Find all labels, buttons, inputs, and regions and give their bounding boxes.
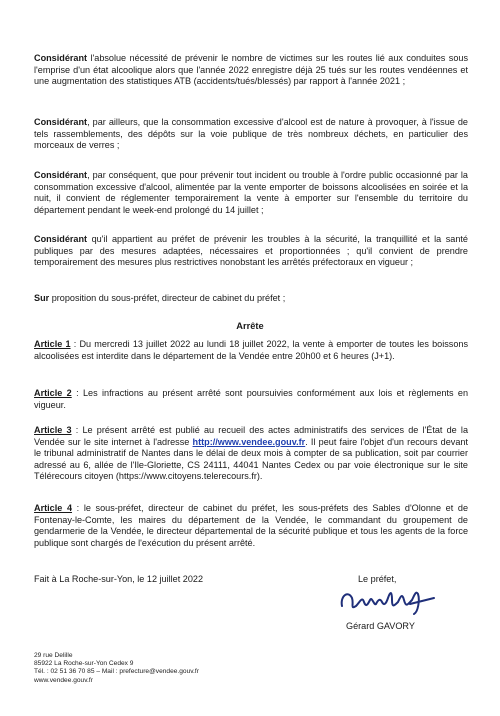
footer-address [34,652,199,685]
website-link[interactable]: http://www.vendee.gouv.fr [192,436,306,447]
considerant-1 [34,53,468,88]
considerant-4 [34,234,468,269]
article-1 [34,339,468,362]
article-text: : Les infractions au présent arrêté sont poursuivies conformément aux lois et règlements en vigueur. [34,388,468,410]
signatory-name: Gérard GAVORY [346,621,415,631]
article-label: Article 2 [34,388,72,398]
considerant-label: Considérant [34,234,88,244]
article-text-after: . Il peut faire l'objet d'un recours devant le tribunal administratif de Nantes dans le délai de deux mois à compter de sa publication, soit par courrier adressé au 6, allée de l'Ile-Gloriette, CS 24111, 44041 Nantes Cedex ou par voie électronique sur le site Télérecours citoyen (https://www.citoyens.telerecours.fr). [34,436,468,482]
proposition-label: Sur [34,293,50,303]
considerant-label: Considérant [34,53,88,63]
considerant-3 [34,170,468,216]
place-date: Fait à La Roche-sur-Yon, le 12 juillet 2022 [34,574,204,584]
arrete-heading: Arrête [236,321,264,331]
article-text: : Du mercredi 13 juillet 2022 au lundi 18 juillet 2022, la vente à emporter de toutes les boissons alcoolisées est interdite dans le département de la Vendée entre 20h00 et 6 heures (J+1). [34,339,468,361]
website-line[interactable]: www.vendee.gouv.fr [34,676,93,684]
considerant-text: qu'il appartient au préfet de prévenir les troubles à la sécurité, la tranquillité et la santé publiques par des mesures adaptées, nécessaires et proportionnées ; qu'il convient de prendre temporairement des mesures plus restrictives nonobstant les arrêtés préfectoraux en vigueur ; [34,234,468,268]
address-line-2: 85922 La Roche-sur-Yon Cedex 9 [34,660,134,668]
article-label: Article 4 [34,503,73,513]
article-label: Article 1 [34,339,71,349]
considerant-text: , par ailleurs, que la consommation excessive d'alcool est de nature à provoquer, à l'issue de tels rassemblements, des dépôts sur la voie publique de très nombreux déchets, en particulier des morceaux de verres ; [34,117,468,151]
article-label: Article 3 [34,425,72,435]
article-text: : le sous-préfet, directeur de cabinet du préfet, les sous-préfets des Sables d'Olonne et de Fontenay-le-Comte, les maires du département de la Vendée, le commandant du groupement de gendarmerie de la Vendée, le directeur départemental de la sécurité publique et tous les agents de la force publique sont chargés de l'exécution du présent arrêté. [34,503,468,548]
signatory-title: Le préfet, [358,574,397,584]
considerant-text: l'absolue nécessité de prévenir le nombre de victimes sur les routes lié aux conduites sous l'emprise d'un état alcoolique alors que l'année 2022 enregistre déjà 25 tués sur les routes vendéennes et une augmentation des statistiques ATB (accidents/tués/blessés) par rapport à l'année 2021 ; [34,53,468,87]
handwritten-signature [338,584,438,618]
considerant-label: Considérant [34,117,88,127]
article-3 [34,425,468,483]
proposition-text: proposition du sous-préfet, directeur de cabinet du préfet ; [49,293,286,303]
article-4 [34,503,468,549]
considerant-label: Considérant [34,170,88,180]
proposition-line [34,293,468,305]
address-line-1: 29 rue Delille [34,652,73,659]
article-text-before: : Le présent arrêté est publié au recueil des actes administratifs des services de l'État de la Vendée sur le site internet à l'adresse [34,425,468,447]
article-2 [34,388,468,411]
considerant-text: , par conséquent, que pour prévenir tout incident ou trouble à l'ordre public occasionné par la consommation excessive d'alcool, alimentée par la vente emporter de boissons alcoolisées en soirée et la nuit, il convient de réglementer temporairement la vente à emporter sur l'ensemble du territoire du département pendant le week-end prolongé du 14 juillet ; [34,170,468,215]
considerant-2 [34,117,468,152]
contact-line: Tél. : 02 51 36 70 85 – Mail : prefecture@vendee.gouv.fr [34,668,199,676]
